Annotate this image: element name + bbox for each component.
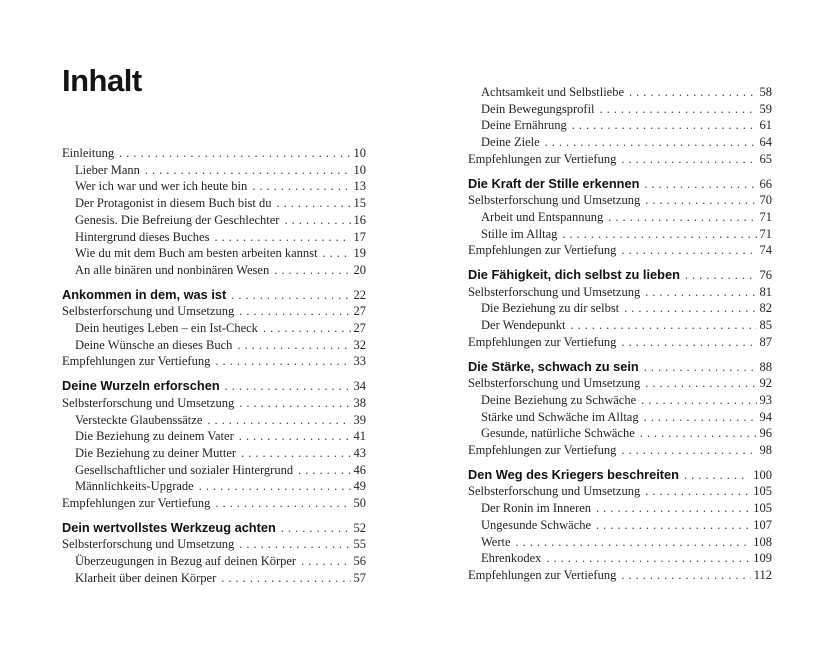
toc-entry-label: Empfehlungen zur Vertiefung <box>468 243 617 258</box>
toc-entry-label: Dein heutiges Leben – ein Ist-Check <box>75 321 258 336</box>
toc-entry-page-number: 10 <box>353 162 366 177</box>
toc-entry-label: Der Ronin im Inneren <box>481 501 592 516</box>
toc-entry <box>62 195 366 212</box>
toc-entry <box>62 303 366 320</box>
dot-leader <box>562 226 756 243</box>
toc-entry-label: Genesis. Die Befreiung der Geschlechter <box>75 212 280 227</box>
toc-entry <box>62 478 366 495</box>
toc-entry-page-number: 34 <box>353 379 366 394</box>
toc-entry-page-number: 92 <box>759 376 772 391</box>
dot-leader <box>207 412 350 429</box>
toc-entry-label: Werte <box>481 534 511 549</box>
toc-entry-page-number: 10 <box>353 146 366 160</box>
dot-leader <box>199 478 351 495</box>
toc-entry-label: Deine Wurzeln erforschen <box>62 378 220 394</box>
toc-entry <box>62 178 366 195</box>
toc-entry-page-number: 76 <box>759 268 772 283</box>
dot-leader <box>571 317 757 334</box>
dot-leader <box>644 359 755 376</box>
toc-column-right <box>468 84 772 592</box>
toc-entry <box>468 500 772 517</box>
dot-leader <box>621 242 756 259</box>
toc-entry <box>468 226 772 243</box>
toc-entry <box>62 353 366 370</box>
toc-entry-page-number: 41 <box>353 429 366 444</box>
toc-entry-page-number: 112 <box>753 567 772 582</box>
toc-entry-page-number: 38 <box>353 395 366 410</box>
toc-entry-page-number: 58 <box>759 85 772 99</box>
toc-entry-label: Selbsterforschung und Umsetzung <box>62 395 235 410</box>
dot-leader <box>596 500 750 517</box>
dot-leader <box>516 534 751 551</box>
toc-entry-label: Einleitung <box>62 146 115 160</box>
dot-leader <box>274 262 350 279</box>
dot-leader <box>119 145 350 162</box>
toc-entry <box>468 550 772 567</box>
toc-entry-page-number: 109 <box>753 551 772 566</box>
toc-chapter-entry <box>468 467 772 484</box>
dot-leader <box>301 553 350 570</box>
toc-entry-label: Empfehlungen zur Vertiefung <box>468 334 617 349</box>
toc-entry-label: Deine Beziehung zu Schwäche <box>481 392 637 407</box>
dot-leader <box>277 195 351 212</box>
toc-entry <box>468 483 772 500</box>
toc-entry-page-number: 87 <box>759 334 772 349</box>
toc-entry-page-number: 98 <box>759 443 772 458</box>
toc-entry-label: Selbsterforschung und Umsetzung <box>468 376 641 391</box>
toc-entry <box>62 412 366 429</box>
toc-entry-page-number: 65 <box>759 151 772 166</box>
toc-entry-page-number: 81 <box>759 284 772 299</box>
toc-entry <box>468 334 772 351</box>
dot-leader <box>621 151 756 168</box>
toc-entry-page-number: 33 <box>353 354 366 369</box>
toc-entry <box>62 262 366 279</box>
dot-leader <box>145 162 351 179</box>
dot-leader <box>545 134 757 151</box>
toc-entry <box>468 442 772 459</box>
toc-entry-page-number: 13 <box>353 179 366 194</box>
toc-group <box>468 359 772 459</box>
toc-entry-page-number: 39 <box>353 412 366 427</box>
toc-entry-label: Wie du mit dem Buch am besten arbeiten kannst <box>75 246 318 261</box>
toc-entry-page-number: 59 <box>759 101 772 116</box>
toc-entry-label: Wer ich war und wer ich heute bin <box>75 179 248 194</box>
toc-entry-label: Empfehlungen zur Vertiefung <box>62 354 211 369</box>
toc-entry <box>62 212 366 229</box>
toc-entry-label: Überzeugungen in Bezug auf deinen Körper <box>75 554 297 569</box>
toc-entry-page-number: 94 <box>759 409 772 424</box>
toc-entry-label: Die Beziehung zu dir selbst <box>481 301 620 316</box>
dot-leader <box>231 287 348 304</box>
dot-leader <box>596 517 750 534</box>
dot-leader <box>284 212 350 229</box>
toc-group <box>62 287 366 371</box>
toc-entry <box>62 162 366 179</box>
toc-entry-page-number: 96 <box>759 426 772 441</box>
dot-leader <box>215 353 350 370</box>
toc-entry <box>468 409 772 426</box>
toc-entry-page-number: 88 <box>759 359 772 374</box>
dot-leader <box>239 428 351 445</box>
dot-leader <box>281 520 349 537</box>
toc-entry <box>62 229 366 246</box>
toc-entry-page-number: 57 <box>353 570 366 585</box>
dot-leader <box>629 84 756 101</box>
toc-entry-page-number: 32 <box>353 337 366 352</box>
page-title: Inhalt <box>62 63 142 98</box>
toc-groups-left <box>62 145 366 587</box>
toc-entry-page-number: 19 <box>353 246 366 261</box>
toc-entry-page-number: 52 <box>353 520 366 535</box>
toc-entry <box>62 445 366 462</box>
toc-entry <box>468 534 772 551</box>
toc-entry-page-number: 16 <box>353 212 366 227</box>
toc-entry-label: Die Fähigkeit, dich selbst zu lieben <box>468 267 680 283</box>
toc-entry-label: An alle binären und nonbinären Wesen <box>75 262 270 277</box>
toc-entry <box>468 101 772 118</box>
toc-entry-page-number: 27 <box>353 304 366 319</box>
toc-entry-label: Empfehlungen zur Vertiefung <box>468 443 617 458</box>
toc-entry-page-number: 17 <box>353 229 366 244</box>
toc-entry-page-number: 49 <box>353 479 366 494</box>
toc-entry-label: Arbeit und Entspannung <box>481 209 604 224</box>
toc-entry-page-number: 105 <box>753 484 772 499</box>
toc-entry-label: Selbsterforschung und Umsetzung <box>468 484 641 499</box>
toc-entry-label: Die Stärke, schwach zu sein <box>468 358 639 374</box>
toc-entry-page-number: 56 <box>353 554 366 569</box>
dot-leader <box>645 375 756 392</box>
toc-entry-label: Stille im Alltag <box>481 226 558 241</box>
toc-entry-label: Männlichkeits-Upgrade <box>75 479 194 494</box>
dot-leader <box>225 378 349 395</box>
toc-entry-page-number: 71 <box>759 209 772 224</box>
toc-entry-label: Deine Wünsche an dieses Buch <box>75 337 233 352</box>
dot-leader <box>645 483 750 500</box>
dot-leader <box>685 267 755 284</box>
toc-entry <box>62 570 366 587</box>
dot-leader <box>600 101 757 118</box>
toc-group <box>468 467 772 584</box>
toc-entry-label: Empfehlungen zur Vertiefung <box>468 567 617 582</box>
dot-leader <box>221 570 350 587</box>
dot-leader <box>572 117 757 134</box>
dot-leader <box>215 495 350 512</box>
dot-leader <box>608 209 756 226</box>
toc-entry <box>62 337 366 354</box>
toc-entry-label: Ehrenkodex <box>481 551 542 566</box>
toc-entry-label: Die Kraft der Stille erkennen <box>468 175 640 191</box>
toc-chapter-entry <box>62 287 366 304</box>
toc-entry-page-number: 85 <box>759 318 772 333</box>
toc-entry-page-number: 64 <box>759 135 772 150</box>
toc-entry <box>468 317 772 334</box>
toc-entry <box>62 536 366 553</box>
toc-entry <box>468 209 772 226</box>
toc-entry <box>62 553 366 570</box>
toc-group <box>468 176 772 260</box>
toc-entry-page-number: 105 <box>753 501 772 516</box>
toc-group <box>62 378 366 512</box>
toc-group <box>468 84 772 168</box>
toc-entry-page-number: 107 <box>753 517 772 532</box>
toc-entry <box>468 284 772 301</box>
dot-leader <box>644 176 754 193</box>
toc-entry-label: Lieber Mann <box>75 162 140 177</box>
toc-entry <box>468 151 772 168</box>
toc-entry-label: Dein wertvollstes Werkzeug achten <box>62 519 276 535</box>
dot-leader <box>241 445 350 462</box>
toc-entry-page-number: 93 <box>759 392 772 407</box>
dot-leader <box>644 409 757 426</box>
dot-leader <box>298 462 350 479</box>
toc-entry-label: Selbsterforschung und Umsetzung <box>468 284 641 299</box>
toc-entry-page-number: 55 <box>353 537 366 552</box>
toc-entry <box>62 145 366 162</box>
toc-entry-label: Gesunde, natürliche Schwäche <box>481 426 635 441</box>
toc-entry-label: Empfehlungen zur Vertiefung <box>468 151 617 166</box>
toc-entry <box>468 425 772 442</box>
toc-entry-page-number: 43 <box>353 445 366 460</box>
toc-chapter-entry <box>468 267 772 284</box>
toc-entry-label: Selbsterforschung und Umsetzung <box>62 537 235 552</box>
toc-entry-page-number: 108 <box>753 534 772 549</box>
toc-entry-page-number: 71 <box>759 226 772 241</box>
toc-entry-label: Gesellschaftlicher und sozialer Hintergrund <box>75 462 294 477</box>
toc-entry-label: Den Weg des Kriegers beschreiten <box>468 466 679 482</box>
toc-entry <box>468 134 772 151</box>
dot-leader <box>237 337 350 354</box>
toc-entry-page-number: 66 <box>759 176 772 191</box>
dot-leader <box>624 300 756 317</box>
toc-entry-label: Hintergrund dieses Buches <box>75 229 210 244</box>
toc-entry-label: Empfehlungen zur Vertiefung <box>62 496 211 511</box>
toc-entry <box>468 392 772 409</box>
dot-leader <box>239 536 350 553</box>
toc-entry-page-number: 15 <box>353 196 366 211</box>
toc-entry-label: Selbsterforschung und Umsetzung <box>62 304 235 319</box>
toc-entry <box>62 462 366 479</box>
toc-entry <box>62 320 366 337</box>
toc-entry-page-number: 22 <box>353 287 366 302</box>
dot-leader <box>645 284 756 301</box>
toc-entry-label: Versteckte Glaubenssätze <box>75 412 203 427</box>
toc-entry <box>468 517 772 534</box>
toc-entry <box>468 567 772 584</box>
dot-leader <box>263 320 351 337</box>
toc-entry-label: Der Wendepunkt <box>481 318 566 333</box>
toc-entry-label: Ungesunde Schwäche <box>481 517 592 532</box>
toc-entry-page-number: 46 <box>353 462 366 477</box>
toc-entry <box>468 300 772 317</box>
toc-entry-page-number: 50 <box>353 496 366 511</box>
toc-entry <box>468 242 772 259</box>
toc-chapter-entry <box>468 359 772 376</box>
toc-entry <box>62 428 366 445</box>
toc-entry-label: Stärke und Schwäche im Alltag <box>481 409 639 424</box>
toc-entry <box>468 375 772 392</box>
toc-entry-page-number: 82 <box>759 301 772 316</box>
toc-entry <box>468 117 772 134</box>
dot-leader <box>239 303 350 320</box>
toc-entry <box>468 192 772 209</box>
toc-entry <box>62 245 366 262</box>
dot-leader <box>640 425 757 442</box>
dot-leader <box>239 395 350 412</box>
toc-entry-page-number: 61 <box>759 118 772 133</box>
dot-leader <box>645 192 756 209</box>
toc-entry-page-number: 27 <box>353 321 366 336</box>
toc-column-left <box>62 64 366 595</box>
toc-groups-right <box>468 84 772 584</box>
dot-leader <box>684 467 748 484</box>
dot-leader <box>641 392 756 409</box>
toc-entry-page-number: 100 <box>753 467 772 482</box>
toc-entry-label: Der Protagonist in diesem Buch bist du <box>75 196 272 211</box>
dot-leader <box>323 245 351 262</box>
toc-entry-label: Deine Ernährung <box>481 118 567 133</box>
dot-leader <box>546 550 750 567</box>
toc-entry-label: Klarheit über deinen Körper <box>75 570 217 585</box>
toc-chapter-entry <box>468 176 772 193</box>
toc-chapter-entry <box>62 520 366 537</box>
dot-leader <box>621 567 750 584</box>
toc-entry-label: Dein Bewegungsprofil <box>481 101 595 116</box>
dot-leader <box>621 442 756 459</box>
toc-entry-label: Ankommen in dem, was ist <box>62 286 227 302</box>
toc-chapter-entry <box>62 378 366 395</box>
toc-entry-label: Achtsamkeit und Selbstliebe <box>481 85 625 99</box>
toc-entry-page-number: 74 <box>759 243 772 258</box>
toc-entry-label: Selbsterforschung und Umsetzung <box>468 193 641 208</box>
toc-group <box>62 145 366 279</box>
toc-entry <box>468 84 772 101</box>
dot-leader <box>621 334 756 351</box>
toc-entry <box>62 495 366 512</box>
dot-leader <box>252 178 350 195</box>
toc-group <box>468 267 772 351</box>
toc-entry <box>62 395 366 412</box>
toc-entry-label: Die Beziehung zu deiner Mutter <box>75 445 237 460</box>
toc-entry-label: Deine Ziele <box>481 135 540 150</box>
toc-group <box>62 520 366 587</box>
dot-leader <box>214 229 350 246</box>
toc-entry-page-number: 20 <box>353 262 366 277</box>
toc-entry-page-number: 70 <box>759 193 772 208</box>
toc-entry-label: Die Beziehung zu deinem Vater <box>75 429 234 444</box>
